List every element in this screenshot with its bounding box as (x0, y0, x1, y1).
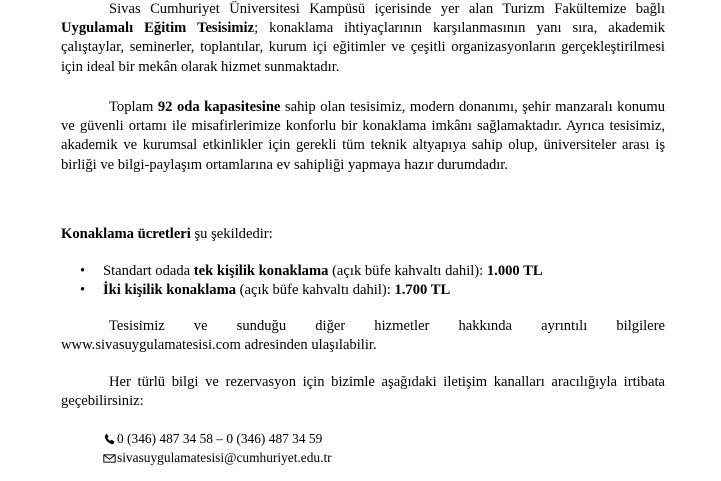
website-paragraph: Tesisimiz ve sunduğu diğer hizmetler hakkında ayrıntılı bilgilere www.sivasuygulamatesisi.com adresinden ulaşılabilir. (61, 318, 665, 354)
intro-text-1: Sivas Cumhuriyet Üniversitesi Kampüsü içerisinde yer alan Turizm Fakültemize bağlı (109, 1, 665, 17)
pricing-heading (61, 225, 665, 244)
envelope-icon (103, 451, 116, 464)
phone-numbers[interactable]: 0 (346) 487 34 58 – 0 (346) 487 34 59 (117, 430, 323, 446)
email-line (103, 448, 332, 467)
list-item (61, 281, 665, 300)
pricing-heading-text: şu şekildedir: (190, 226, 273, 242)
bullet-icon: • (80, 263, 86, 279)
price-desc: (açık büfe kahvaltı dahil): (328, 263, 487, 279)
email-address[interactable]: sivasuygulamatesisi@cumhuriyet.edu.tr (117, 449, 332, 465)
list-item (61, 262, 665, 281)
price-pre: Standart odada (103, 263, 194, 279)
pricing-heading-bold: Konaklama ücretleri (61, 226, 191, 242)
contact-info (103, 429, 332, 467)
bullet-icon: • (80, 282, 86, 299)
phone-icon (103, 432, 116, 445)
price-value: 1.000 TL (486, 263, 543, 279)
price-list (61, 262, 665, 300)
capacity-paragraph (61, 98, 665, 175)
price-value: 1.700 TL (394, 282, 451, 299)
capacity-text-2: sahip olan tesisimiz, modern donanımı, şehir manzaralı konumu ve güvenli ortamı ile misafirlerimize konforlu bir konaklama imkânı sağlamaktadır. Ayrıca tesisimiz, akademik ve kurumsal etkinlikler için gerekli tüm teknik altyapıya sahip olup, üniversiteler arası iş birliği ve bilgi-paylaşım ortamlarına ev sahipliği yapmaya hazır durumdadır. (61, 99, 665, 173)
phone-line (103, 429, 332, 448)
price-desc: (açık büfe kahvaltı dahil): (236, 282, 395, 299)
room-capacity: 92 oda kapasitesine (157, 99, 281, 115)
contact-paragraph: Her türlü bilgi ve rezervasyon için bizimle aşağıdaki iletişim kanalları aracılığıyla irtibata geçebilirsiniz: (61, 374, 665, 410)
price-type: tek kişilik konaklama (193, 263, 329, 279)
intro-paragraph (61, 0, 665, 77)
facility-name: Uygulamalı Eğitim Tesisimiz (61, 20, 255, 37)
intro-text-2: ; konaklama ihtiyaçlarının karşılanmasının yanı sıra, akademik çalıştaylar, seminerler, toplantılar, kurum içi eğitimler ve çeşitli organizasyonların gerçekleştirilmesi için ideal bir mekân olarak hizmet sunmaktadır. (61, 20, 665, 75)
price-type: İki kişilik konaklama (103, 282, 237, 299)
capacity-text-1: Toplam (109, 99, 158, 115)
